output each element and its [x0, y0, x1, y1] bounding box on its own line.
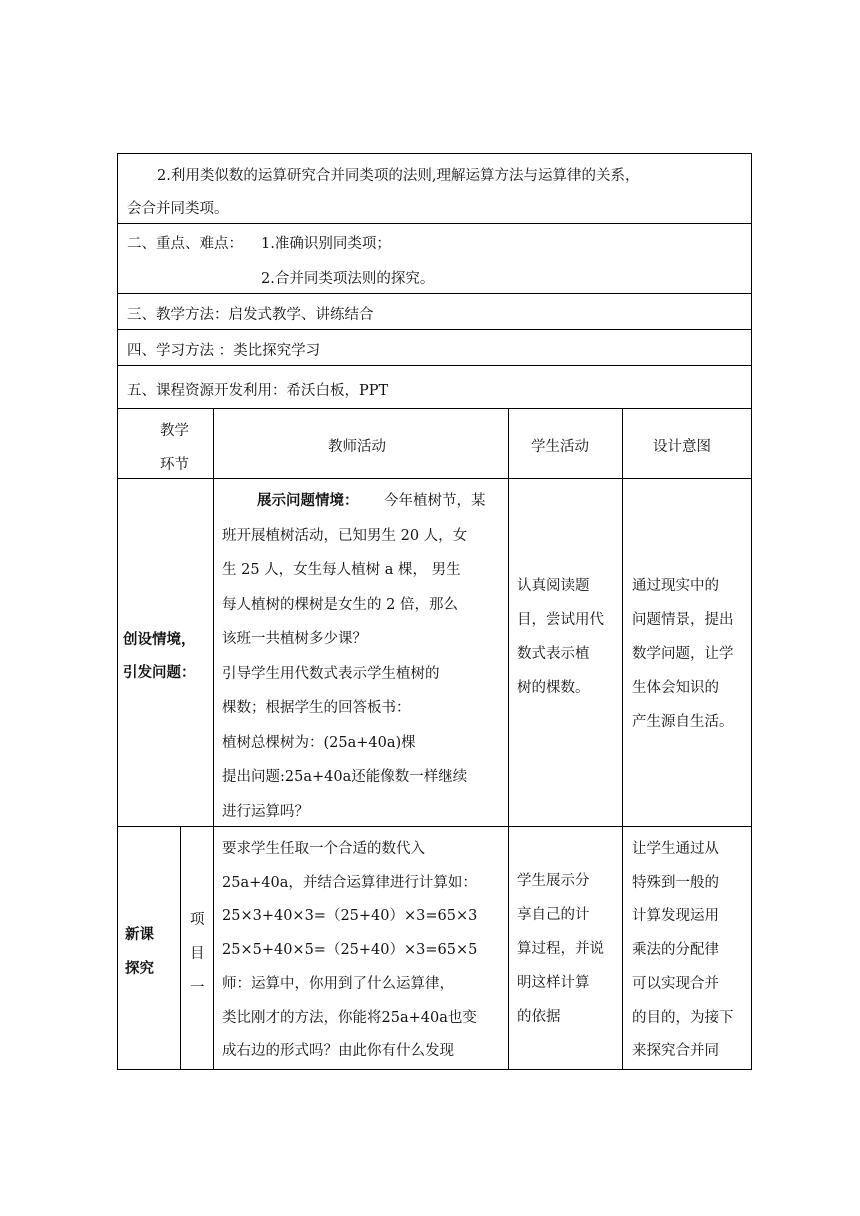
teacher-activity-line: 该班一共植树多少课？ [222, 631, 367, 647]
design-intent-line: 产生源自生活。 [632, 714, 734, 730]
design-intent-line: 来探究合并同 [632, 1043, 719, 1060]
design-intent-line: 生体会知识的 [632, 680, 719, 696]
teacher-activity-line: 进行运算吗？ [222, 803, 309, 820]
col-divider [622, 408, 623, 1070]
header-student: 学生活动 [531, 439, 589, 455]
col-divider [180, 826, 181, 1070]
resources: 五、课程资源开发利用：希沃白板，PPT [127, 383, 389, 399]
student-activity-line: 享自己的计 [517, 907, 590, 923]
design-intent-line: 特殊到一般的 [632, 874, 719, 891]
design-intent-line: 问题情景，提出 [632, 612, 734, 628]
student-activity-line: 树的棵数。 [517, 680, 590, 696]
teacher-activity-line: 25×3+40×3=（25+40）×3=65×3 [222, 908, 478, 925]
teacher-activity-line: 师：运算中，你用到了什么运算律， [222, 975, 454, 992]
col-divider [508, 408, 509, 1070]
teacher-activity-line: 成右边的形式吗？由此你有什么发现 [222, 1043, 454, 1060]
teacher-activity-line: 25a+40a，并结合运算律进行计算如： [222, 874, 477, 891]
teacher-activity-line: 生 25 人，女生每人植树 a 棵， 男生 [222, 562, 461, 578]
design-intent-line: 让学生通过从 [632, 841, 719, 857]
row2-stage-2: 探究 [125, 960, 154, 977]
key-point-1: 1.准确识别同类项； [261, 236, 391, 252]
header-stage-1: 教学 [160, 423, 189, 439]
header-teacher: 教师活动 [328, 439, 386, 455]
teacher-activity-line: 提出问题:25a+40a还能像数一样继续 [222, 769, 468, 785]
teacher-activity-line: 植树总棵树为：(25a+40a)棵 [222, 734, 416, 751]
sub-stage-char: 目 [190, 946, 205, 962]
teacher-activity-line: 每人植树的棵树是女生的 2 倍，那么 [222, 596, 458, 613]
col-divider [213, 408, 214, 1070]
design-intent-line: 通过现实中的 [632, 578, 719, 594]
row-divider [117, 365, 752, 366]
row1-stage-1: 创设情境， [123, 631, 196, 648]
student-activity-line: 学生展示分 [517, 873, 590, 889]
student-activity-line: 数式表示植 [517, 646, 590, 662]
teacher-activity-line: 要求学生任取一个合适的数代入 [222, 841, 425, 857]
design-intent-line: 数学问题，让学 [632, 646, 734, 662]
design-intent-line: 可以实现合并 [632, 975, 719, 992]
row1-teacher-lead: 展示问题情境： [257, 492, 359, 509]
sub-stage-char: 一 [190, 980, 205, 996]
objective-line-1: 2.利用类似数的运算研究合并同类项的法则,理解运算方法与运算律的关系， [157, 168, 640, 184]
teacher-activity-line: 棵数；根据学生的回答板书： [222, 700, 411, 716]
design-intent-line: 乘法的分配律 [632, 942, 719, 959]
key-points-label: 二、重点、难点： [127, 236, 243, 252]
student-activity-line: 认真阅读题 [517, 578, 590, 594]
header-stage-2: 环节 [160, 457, 189, 473]
design-intent-line: 计算发现运用 [632, 908, 719, 925]
row-divider [117, 293, 752, 294]
teaching-method: 三、教学方法：启发式教学、讲练结合 [127, 307, 374, 323]
teacher-activity-line: 类比刚才的方法，你能将25a+40a也变 [222, 1009, 477, 1026]
row-divider [117, 223, 752, 224]
row-divider [117, 329, 752, 330]
teacher-activity-line: 班开展植树活动，已知男生 20 人，女 [222, 527, 468, 544]
student-activity-line: 的依据 [517, 1009, 561, 1025]
objective-line-2: 会合并同类项。 [127, 201, 229, 217]
teacher-activity-line: 今年植树节，某 [384, 493, 486, 509]
design-intent-line: 的目的，为接下 [632, 1009, 734, 1026]
key-point-2: 2.合并同类项法则的探究。 [261, 271, 435, 287]
sub-stage-char: 项 [190, 912, 205, 928]
teacher-activity-line: 引导学生用代数式表示学生植树的 [222, 665, 440, 682]
student-activity-line: 目，尝试用代 [517, 612, 604, 628]
row1-stage-2: 引发问题： [123, 664, 196, 681]
learning-method: 四、学习方法 ：类比探究学习 [127, 343, 321, 359]
student-activity-line: 明这样计算 [517, 975, 590, 991]
row2-stage-1: 新课 [125, 926, 154, 943]
header-design: 设计意图 [653, 439, 711, 455]
student-activity-line: 算过程，并说 [517, 941, 604, 957]
teacher-activity-line: 25×5+40×5=（25+40）×3=65×5 [222, 942, 478, 959]
